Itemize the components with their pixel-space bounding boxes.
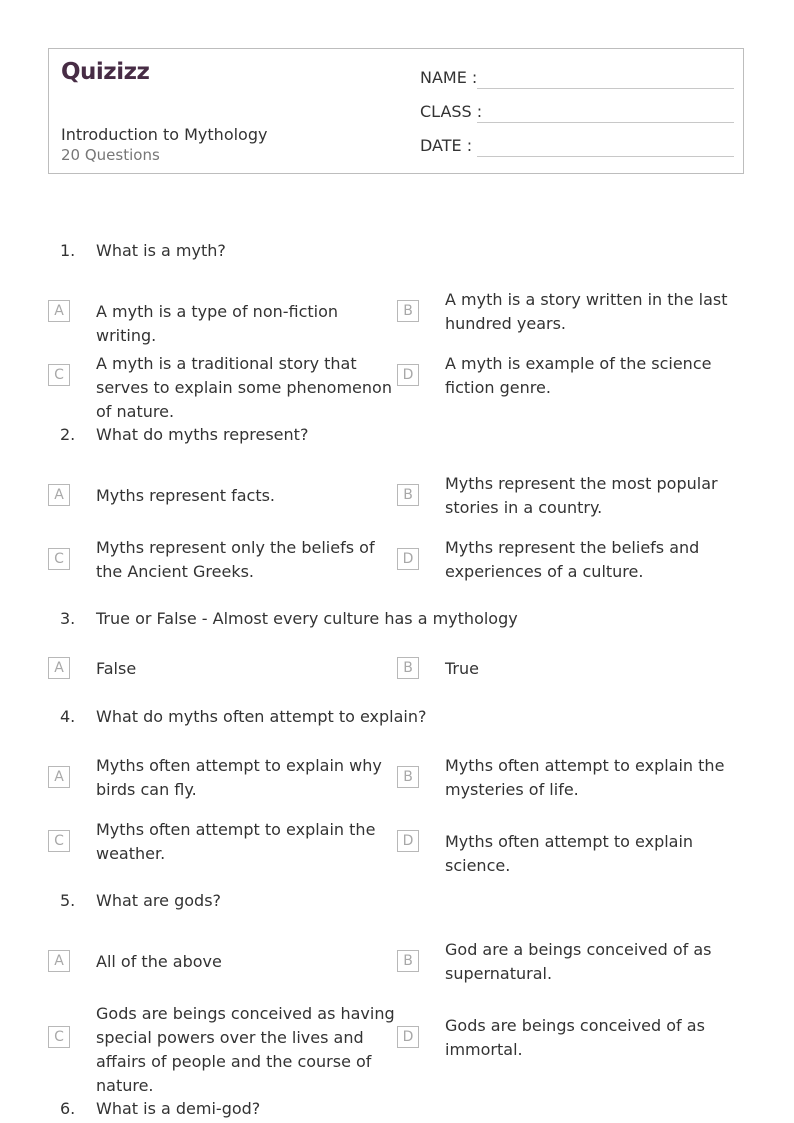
- option-5a: [0, 950, 348, 972]
- option-1d: [397, 354, 745, 397]
- question-number: 5.: [60, 891, 76, 910]
- option-text: Gods are beings conceived of as immortal.: [445, 1016, 705, 1059]
- option-text: A myth is a traditional story that serves to explain some phenomenon of nature.: [96, 354, 392, 421]
- option-text: Myths often attempt to explain the mysteries of life.: [445, 756, 725, 799]
- option-letter-box: C: [48, 830, 70, 852]
- option-letter-box: D: [397, 1026, 419, 1048]
- option-letter-box: A: [48, 950, 70, 972]
- option-5c: [0, 1004, 395, 1095]
- option-text: Myths often attempt to explain why birds can fly.: [96, 756, 382, 799]
- question-number: 4.: [60, 707, 76, 726]
- option-text: Myths represent only the beliefs of the Ancient Greeks.: [96, 538, 375, 581]
- option-2c: [0, 538, 375, 581]
- name-field: [420, 68, 734, 90]
- option-4c: [0, 820, 376, 863]
- class-label: CLASS :: [420, 102, 483, 121]
- name-label: NAME :: [420, 68, 478, 87]
- option-4d: [397, 830, 745, 875]
- option-text: A myth is a type of non-fiction writing.: [96, 302, 339, 345]
- date-field: [420, 136, 734, 158]
- option-letter-box: D: [397, 364, 419, 386]
- option-letter-box: A: [48, 484, 70, 506]
- question-text: What do myths often attempt to explain?: [96, 707, 427, 726]
- option-letter-box: C: [48, 1026, 70, 1048]
- option-1a: [0, 300, 348, 345]
- question-text: What is a myth?: [96, 241, 226, 260]
- option-1b: [397, 290, 745, 333]
- question-text: What is a demi-god?: [96, 1099, 261, 1118]
- option-2a: [0, 484, 348, 506]
- option-3a: [0, 657, 348, 679]
- worksheet-title: Introduction to Mythology: [61, 125, 268, 144]
- option-text: Myths represent the beliefs and experiences of a culture.: [445, 538, 700, 581]
- class-field: [420, 102, 734, 124]
- date-line: [477, 156, 734, 157]
- option-4b: [397, 756, 745, 799]
- question-number: 2.: [60, 425, 76, 444]
- question-number: 1.: [60, 241, 76, 260]
- option-1c: [0, 354, 392, 421]
- option-text: True: [445, 659, 479, 678]
- option-letter-box: A: [48, 300, 70, 322]
- option-letter-box: B: [397, 657, 419, 679]
- option-2d: [397, 538, 745, 581]
- option-letter-box: B: [397, 300, 419, 322]
- option-text: Myths represent facts.: [96, 486, 276, 505]
- option-text: A myth is example of the science fiction genre.: [445, 354, 712, 397]
- option-text: Myths often attempt to explain the weather.: [96, 820, 376, 863]
- option-3b: [397, 657, 745, 679]
- option-text: Myths represent the most popular stories in a country.: [445, 474, 718, 517]
- option-text: All of the above: [96, 952, 222, 971]
- option-letter-box: B: [397, 766, 419, 788]
- date-label: DATE :: [420, 136, 473, 155]
- option-5b: [397, 940, 745, 983]
- option-text: False: [96, 659, 137, 678]
- name-line: [477, 88, 734, 89]
- question-text: What do myths represent?: [96, 425, 309, 444]
- option-text: Myths often attempt to explain science.: [445, 832, 694, 875]
- option-letter-box: D: [397, 830, 419, 852]
- question-count: 20 Questions: [61, 146, 160, 164]
- option-5d: [397, 1016, 745, 1059]
- option-letter-box: B: [397, 950, 419, 972]
- option-letter-box: C: [48, 548, 70, 570]
- question-number: 6.: [60, 1099, 76, 1118]
- worksheet-header: [48, 48, 744, 174]
- option-letter-box: C: [48, 364, 70, 386]
- option-letter-box: D: [397, 548, 419, 570]
- option-2b: [397, 474, 745, 517]
- class-line: [477, 122, 734, 123]
- option-4a: [0, 756, 382, 799]
- option-letter-box: B: [397, 484, 419, 506]
- option-text: A myth is a story written in the last hundred years.: [445, 290, 728, 333]
- question-number: 3.: [60, 609, 76, 628]
- question-text: What are gods?: [96, 891, 222, 910]
- option-letter-box: A: [48, 766, 70, 788]
- quizizz-logo: Quizizz: [61, 59, 150, 85]
- question-text: True or False - Almost every culture has a mythology: [96, 609, 518, 628]
- option-text: God are a beings conceived of as supernatural.: [445, 940, 712, 983]
- option-text: Gods are beings conceived as having special powers over the lives and affairs of people and the course of nature.: [96, 1004, 395, 1095]
- option-letter-box: A: [48, 657, 70, 679]
